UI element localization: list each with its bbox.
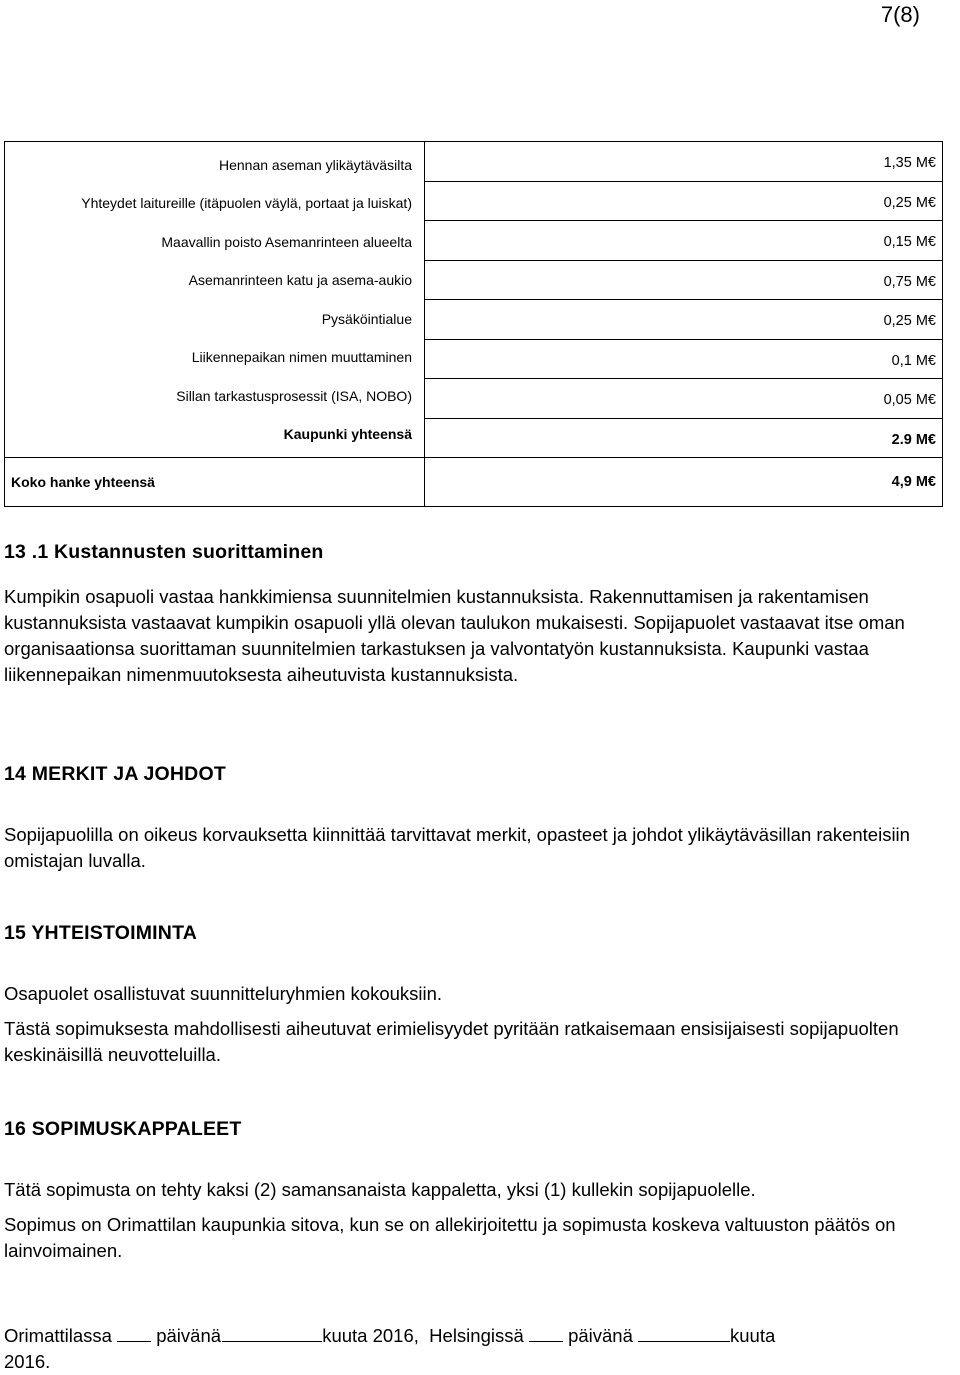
year-2: 2016. <box>4 1351 51 1372</box>
grand-total-amount: 4,9 M€ <box>425 458 943 507</box>
signature-line <box>4 1323 960 1375</box>
cost-label: Hennan aseman ylikäytäväsilta <box>219 156 412 173</box>
section-paragraph: Sopijapuolilla on oikeus korvauksetta kiinnittää tarvittavat merkit, opasteet ja johdot ylikäytäväsillan rakenteisiin omistajan luvalla. <box>4 824 910 871</box>
blank-month-1[interactable] <box>222 1323 322 1342</box>
section-14 <box>4 763 960 874</box>
section-13-1 <box>4 541 960 688</box>
cost-amount: 0,25 M€ <box>425 182 942 222</box>
cost-amount: 0,25 M€ <box>425 300 942 340</box>
section-paragraph: Kumpikin osapuoli vastaa hankkimiensa suunnitelmien kustannuksista. Rakennuttamisen ja rakentamisen kustannuksista vastaavat kumpikin osapuoli yllä olevan taulukon mukaisesti. Sopijapuolet vastaavat itse oman organisaationsa suorittaman suunnitelmien tarkastuksen ja valvontatyön kustannuksista. Kaupunki vastaa liikennepaikan nimenmuutoksesta aiheutuvista kustannuksista. <box>4 586 905 685</box>
cost-amount: 0,1 M€ <box>425 340 942 380</box>
cost-labels-cell <box>5 142 425 458</box>
cost-rows <box>5 142 943 458</box>
section-heading: 14 MERKIT JA JOHDOT <box>4 763 226 785</box>
day-word-2: päivänä <box>568 1325 633 1346</box>
month-year-1: kuuta 2016, <box>322 1325 419 1346</box>
cost-label: Maavallin poisto Asemanrinteen alueelta <box>161 233 412 250</box>
blank-month-2[interactable] <box>638 1323 730 1342</box>
blank-day-1[interactable] <box>117 1323 151 1342</box>
cost-amount: 0,05 M€ <box>425 379 942 419</box>
page-number: 7(8) <box>880 2 920 27</box>
cost-amount: 1,35 M€ <box>425 142 942 182</box>
section-paragraph: Tätä sopimusta on tehty kaksi (2) samansanaista kappaletta, yksi (1) kullekin sopijapuolelle. <box>4 1179 756 1200</box>
section-heading: 16 SOPIMUSKAPPALEET <box>4 1118 242 1140</box>
month-word-2: kuuta <box>730 1325 776 1346</box>
grand-total-row <box>5 458 943 507</box>
section-paragraph: Tästä sopimuksesta mahdollisesti aiheutuvat erimielisyydet pyritään ratkaisemaan ensisijaisesti sopijapuolten keskinäisillä neuvotteluilla. <box>4 1018 899 1065</box>
cost-label: Pysäköintialue <box>321 310 412 327</box>
cost-label: Asemanrinteen katu ja asema-aukio <box>188 272 412 288</box>
cost-amount: 0,15 M€ <box>425 221 942 261</box>
cost-label: Liikennepaikan nimen muuttaminen <box>191 349 412 365</box>
grand-total-label: Koko hanke yhteensä <box>5 458 425 507</box>
cost-table <box>4 141 943 507</box>
cost-label: Sillan tarkastusprosessit (ISA, NOBO) <box>176 387 412 404</box>
city-total-amount: 2.9 M€ <box>891 431 936 448</box>
signing-place-1: Orimattilassa <box>4 1325 112 1346</box>
city-total-label: Kaupunki yhteensä <box>283 426 412 442</box>
day-word-1: päivänä <box>156 1325 222 1346</box>
cost-label: Yhteydet laitureille (itäpuolen väylä, portaat ja luiskat) <box>81 195 412 211</box>
signing-place-2: Helsingissä <box>429 1325 524 1346</box>
section-paragraph: Sopimus on Orimattilan kaupunkia sitova, kun se on allekirjoitettu ja sopimusta koskeva valtuuston päätös on lainvoimainen. <box>4 1214 896 1261</box>
cost-amount: 0,75 M€ <box>425 261 942 301</box>
section-16 <box>4 1118 960 1264</box>
blank-day-2[interactable] <box>529 1323 563 1342</box>
section-heading: 13 .1 Kustannusten suorittaminen <box>4 541 324 563</box>
section-15 <box>4 922 960 1068</box>
section-heading: 15 YHTEISTOIMINTA <box>4 922 198 944</box>
cost-amounts-cell <box>425 142 943 458</box>
section-paragraph: Osapuolet osallistuvat suunnitteluryhmien kokouksiin. <box>4 983 443 1004</box>
